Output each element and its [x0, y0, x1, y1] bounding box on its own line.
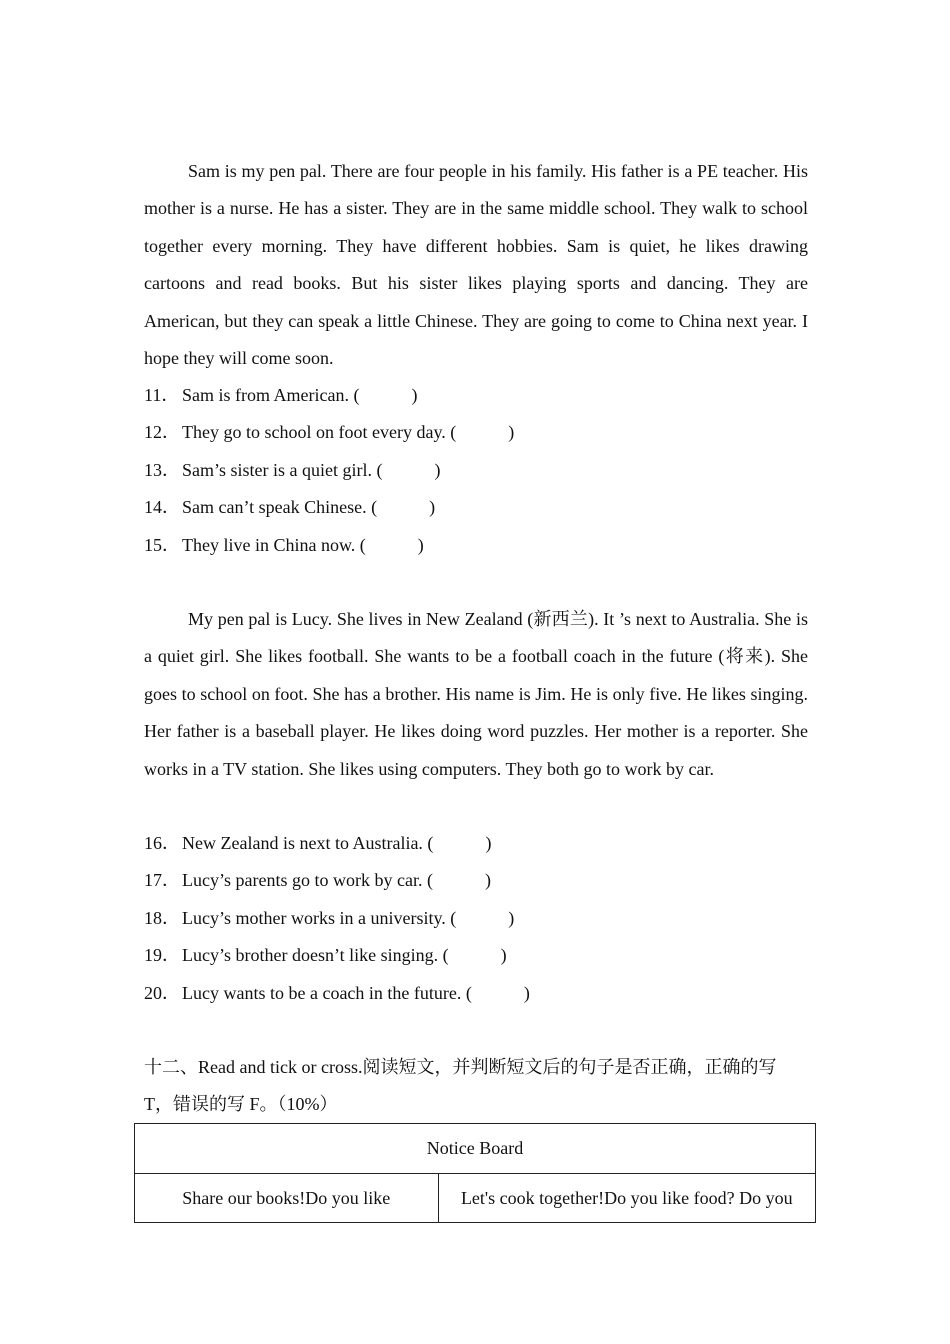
question-item	[144, 377, 808, 414]
question-text: Lucy wants to be a coach in the future. (	[182, 982, 472, 1003]
question-number: 13．	[144, 459, 180, 480]
close-paren: )	[434, 459, 441, 480]
question-text: Lucy’s brother doesn’t like singing. (	[182, 945, 449, 966]
question-item	[144, 937, 808, 974]
question-text: They live in China now. (	[182, 534, 366, 555]
passage-sam: Sam is my pen pal. There are four people in his family. His father is a PE teacher. His mother is a nurse. He has a sister. They are in the same middle school. They walk to school together every morning. They have different hobbies. Sam is quiet, he likes drawing cartoons and read books. But his sister likes playing sports and dancing. They are American, but they can speak a little Chinese. They are going to come to China next year. I hope they will come soon.	[144, 161, 808, 369]
close-paren: )	[411, 385, 418, 405]
question-item	[144, 825, 808, 862]
notice-board-table	[134, 1123, 816, 1223]
question-list-1	[144, 377, 808, 564]
notice-left-cell: Share our books!Do you like	[135, 1174, 439, 1223]
close-paren: )	[508, 907, 515, 928]
close-paren: )	[508, 422, 515, 443]
close-paren: )	[429, 497, 436, 518]
question-number: 15．	[144, 534, 180, 555]
close-paren: )	[417, 534, 424, 555]
close-paren: )	[484, 870, 491, 891]
question-text: Sam can’t speak Chinese. (	[182, 497, 378, 518]
section-12-heading: 十二、Read and tick or cross.阅读短文，并判断短文后的句子是否正确，正确的写 T，错误的写 F。（10%）	[144, 1057, 777, 1115]
notice-board-title: Notice Board	[135, 1124, 816, 1174]
question-number: 17．	[144, 870, 180, 891]
question-text: Lucy’s parents go to work by car. (	[182, 870, 433, 891]
question-text: New Zealand is next to Australia. (	[182, 833, 434, 853]
question-number: 14．	[144, 497, 180, 518]
notice-right-cell: Let's cook together!Do you like food? Do you	[438, 1174, 815, 1223]
question-text: They go to school on foot every day. (	[182, 422, 457, 443]
question-text: Sam’s sister is a quiet girl. (	[182, 459, 383, 480]
question-list-2	[144, 825, 808, 1012]
close-paren: )	[485, 833, 492, 853]
table-header-row	[135, 1124, 816, 1174]
question-number: 12．	[144, 422, 180, 443]
question-number: 20．	[144, 982, 180, 1003]
question-text: Lucy’s mother works in a university. (	[182, 907, 457, 928]
close-paren: )	[523, 982, 530, 1003]
question-number: 18．	[144, 907, 180, 928]
question-item	[144, 414, 808, 451]
question-text: Sam is from American. (	[182, 385, 360, 405]
question-item	[144, 900, 808, 937]
question-item	[144, 975, 808, 1012]
passage-lucy: My pen pal is Lucy. She lives in New Zealand (新西兰). It ’s next to Australia. She is a quiet girl. She likes football. She wants to be a football coach in the future (将来). She goes to school on foot. She has a brother. His name is Jim. He is only five. He likes singing. Her father is a baseball player. He likes doing word puzzles. Her mother is a reporter. She works in a TV station. She likes using computers. They both go to work by car.	[144, 609, 808, 779]
question-number: 19．	[144, 945, 180, 966]
question-number: 16．	[144, 833, 180, 853]
question-item	[144, 862, 808, 899]
question-item	[144, 527, 808, 564]
question-item	[144, 489, 808, 526]
question-item	[144, 452, 808, 489]
table-row	[135, 1174, 816, 1223]
close-paren: )	[500, 945, 507, 966]
question-number: 11．	[144, 385, 180, 405]
